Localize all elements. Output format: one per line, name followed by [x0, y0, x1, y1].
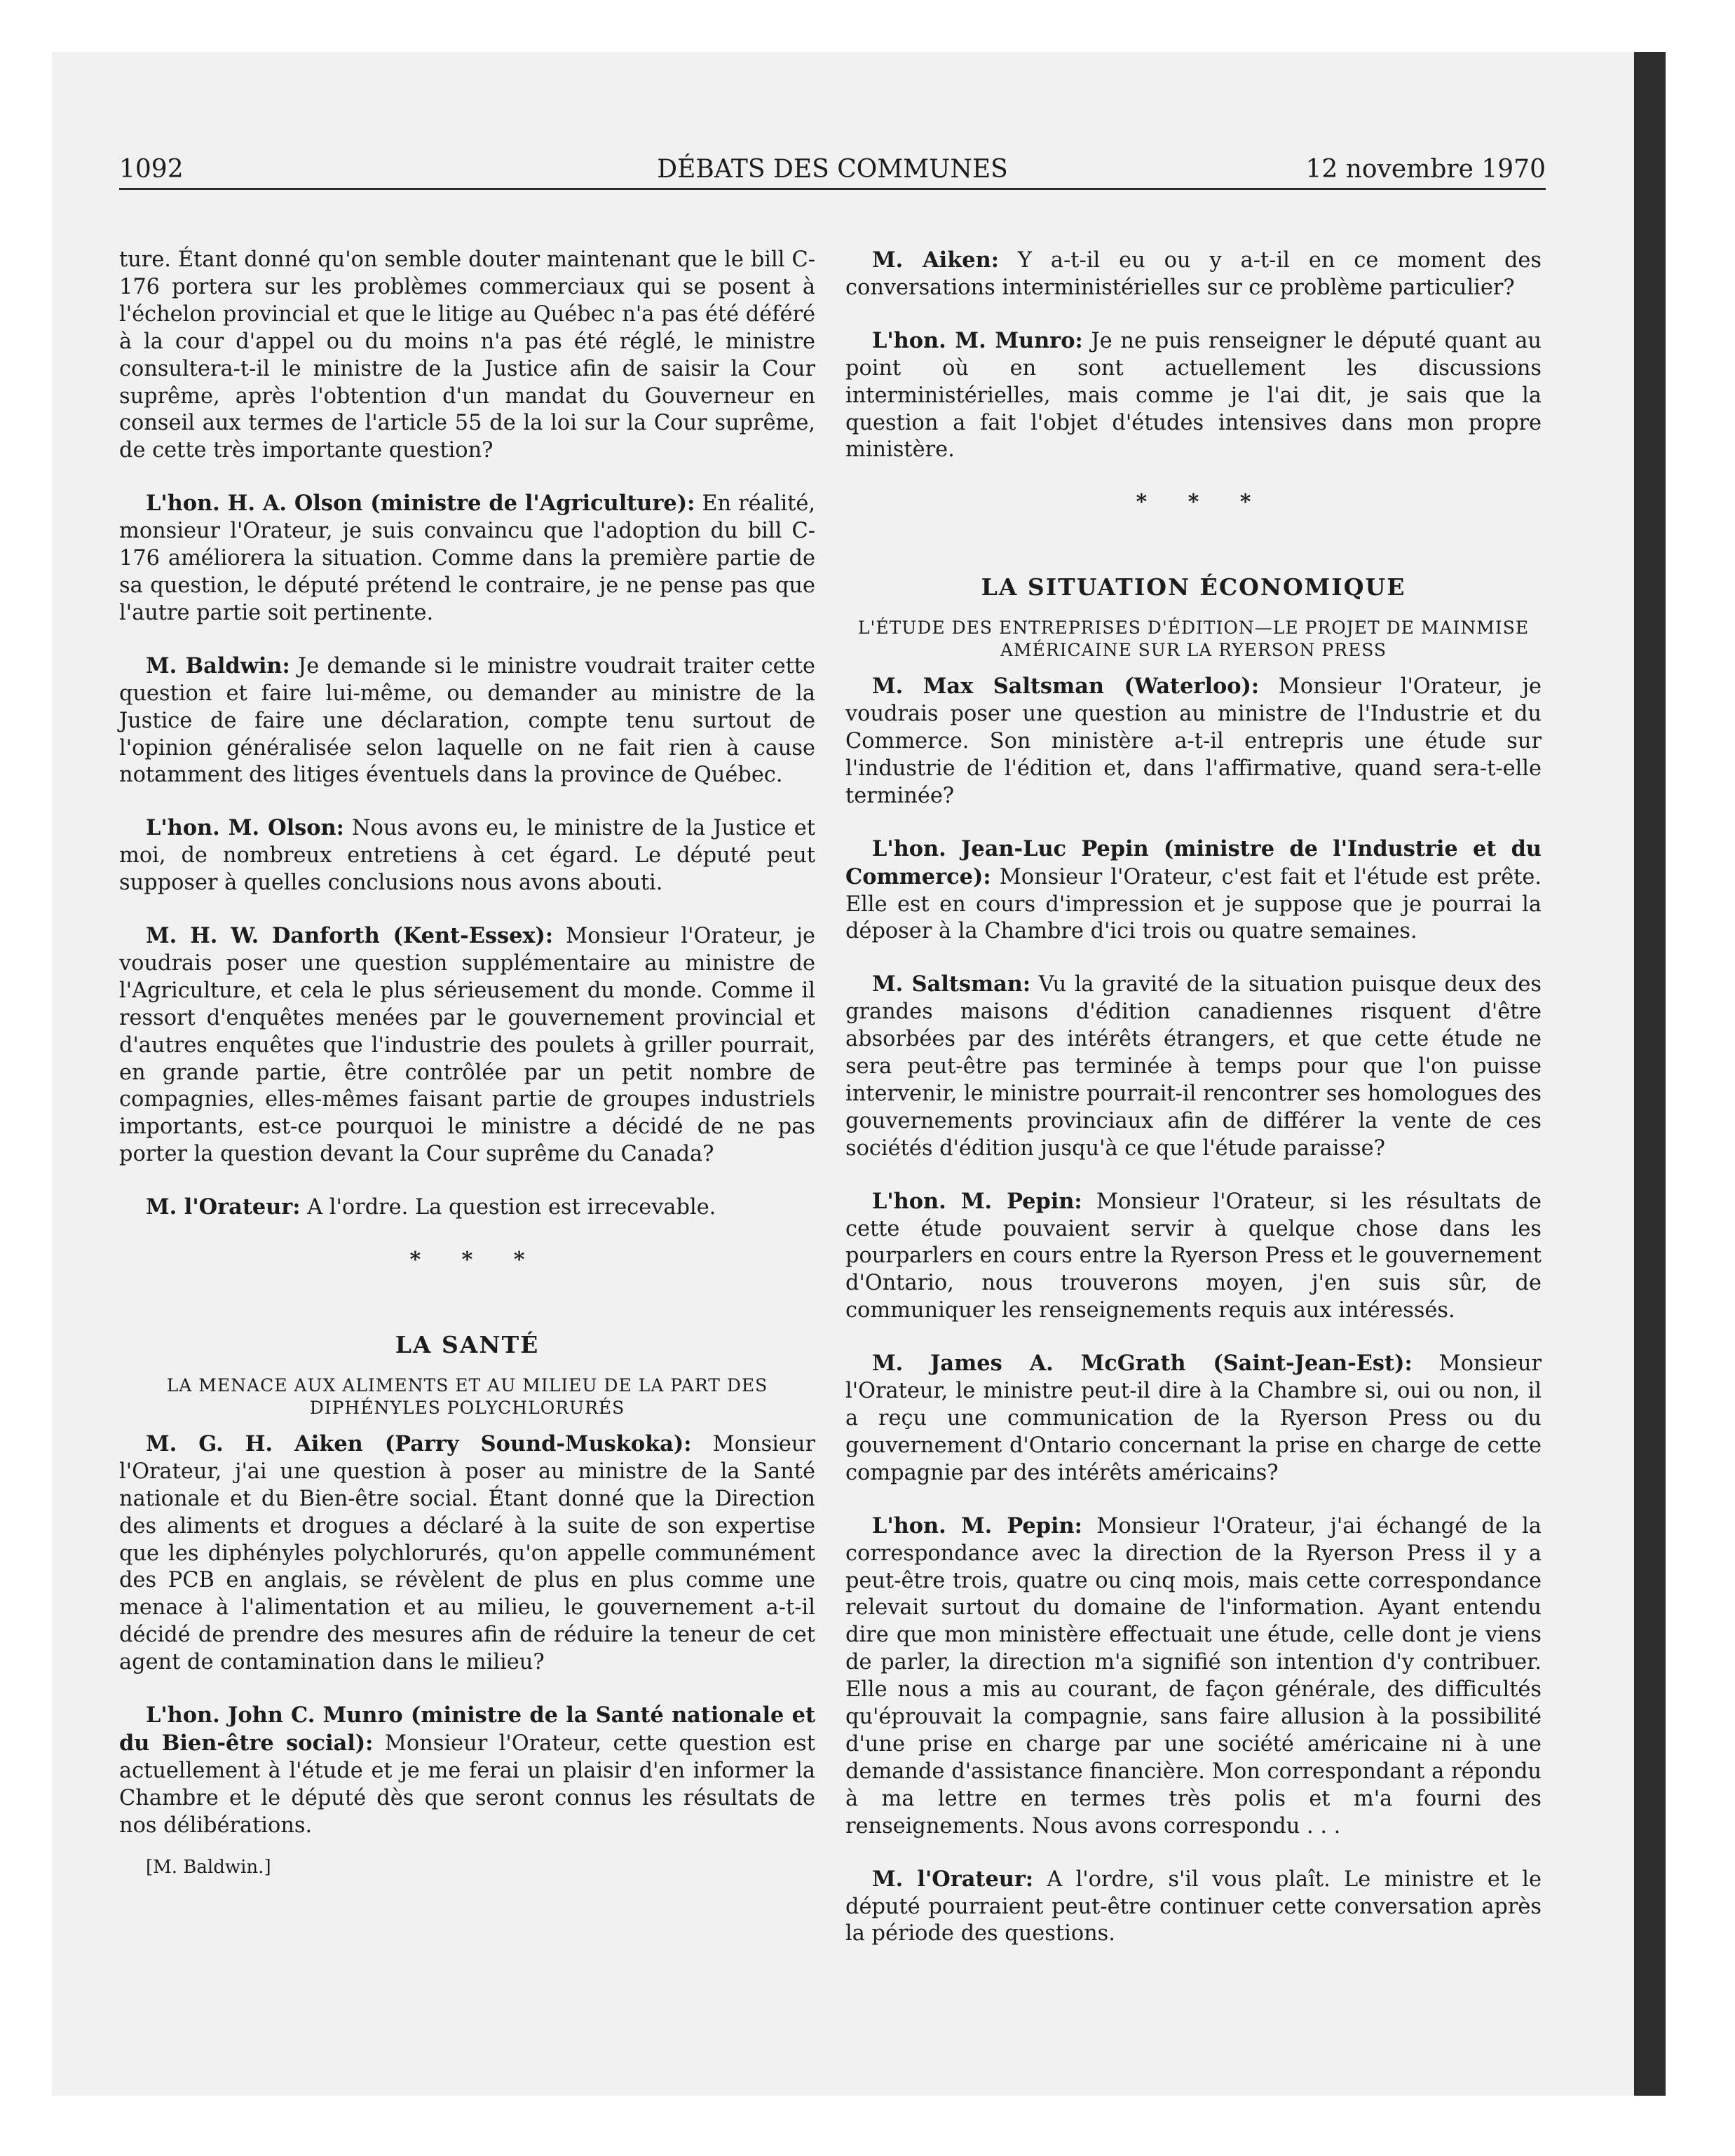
speaker: M. Saltsman:: [872, 971, 1031, 997]
paragraph: [845, 247, 1542, 302]
speaker: M. Max Saltsman (Waterloo):: [872, 674, 1260, 700]
section-heading: LA SANTÉ: [395, 1331, 540, 1358]
paragraph-text: Monsieur l'Orateur, j'ai une question à poser au ministre de la Santé nationale et du Bien-être social. Étant donné que la Direction des aliments et drogues a déclaré à la suite de son expertise que les diphényles polychlorurés, qu'on appelle communément des PCB en anglais, se révèlent de plus en plus comme une menace à l'alimentation et au milieu, le gouvernement a-t-il décidé de prendre des mesures afin de réduire la teneur de cet agent de contamination dans le milieu?: [119, 1431, 815, 1675]
paragraph-text: Nous avons eu, le ministre de la Justice et moi, de nombreux entretiens à cet égard. Le député peut supposer à quelles conclusions nous avons abouti.: [119, 816, 815, 896]
speaker: M. l'Orateur:: [872, 1866, 1034, 1892]
paragraph-text: Monsieur l'Orateur, cette question est actuellement à l'étude et je me ferai un plaisir d'en informer la Chambre et le député dès que seront connus les résultats de nos délibérations.: [119, 1731, 815, 1838]
speaker: L'hon. M. Munro:: [872, 327, 1083, 353]
speaker: M. H. W. Danforth (Kent-Essex):: [146, 923, 554, 949]
paragraph: [119, 247, 815, 465]
paragraph: [845, 1350, 1542, 1487]
section-subheading: L'ÉTUDE DES ENTREPRISES D'ÉDITION—LE PROJET DE MAINMISE AMÉRICAINE SUR LA RYERSON PRESS: [857, 618, 1530, 661]
paragraph-text: Monsieur l'Orateur, je voudrais poser une question au ministre de l'Industrie et du Commerce. Son ministère a-t-il entrepris une étude sur l'industrie de l'édition et, dans l'affirmative, quand sera-t-elle terminée?: [845, 674, 1542, 808]
publication-title: DÉBATS DES COMMUNES: [657, 155, 1008, 184]
paragraph: [845, 1513, 1542, 1841]
right-column: [845, 247, 1542, 1973]
speaker: M. Baldwin:: [146, 653, 290, 678]
section-heading: LA SITUATION ÉCONOMIQUE: [981, 573, 1406, 601]
left-column: [119, 247, 815, 1906]
section-separator: * * *: [409, 1248, 542, 1273]
paragraph-text: Monsieur l'Orateur, je voudrais poser une question supplémentaire au ministre de l'Agriculture, et cela le plus sérieusement du monde. Comme il ressort d'enquêtes menées par le gouvernement provincial et d'autres enquêtes que l'industrie des poulets à griller pourrait, en grande partie, être contrôlée par un petit nombre de compagnies, elles-mêmes faisant partie de groupes industriels importants, est-ce pourquoi le ministre a décidé de ne pas porter la question devant la Cour suprême du Canada?: [119, 924, 815, 1167]
paragraph: [845, 327, 1542, 465]
paragraph: [119, 490, 815, 627]
paragraph-text: A l'ordre. La question est irrecevable.: [300, 1195, 716, 1220]
paragraph: [119, 814, 815, 897]
footnote: [M. Baldwin.]: [146, 1856, 271, 1878]
paragraph-text: Monsieur l'Orateur, si les résultats de cette étude pouvaient servir à quelque chose dans les pourparlers en cours entre la Ryerson Press et le gouvernement d'Ontario, nous trouverons moyen, j'en suis sûr, de communiquer les renseignements requis aux intéressés.: [845, 1189, 1542, 1323]
paragraph-text: En réalité, monsieur l'Orateur, je suis convaincu que l'adoption du bill C-176 améliorera la situation. Comme dans la première partie de sa question, le député prétend le contraire, je ne pense pas que l'autre partie soit pertinente.: [119, 491, 815, 625]
scan-edge-bar: [1634, 52, 1666, 2096]
paragraph: [845, 1188, 1542, 1325]
page-header: [119, 151, 1546, 190]
paragraph-text: Y a-t-il eu ou y a-t-il en ce moment des conversations interministérielles sur ce problème particulier?: [845, 248, 1542, 300]
paragraph: [119, 1431, 815, 1677]
speaker: L'hon. M. Olson:: [146, 815, 344, 841]
paragraph-text: Monsieur l'Orateur, le ministre peut-il dire à la Chambre si, oui ou non, il a reçu une communication de la Ryerson Press ou du gouvernement d'Ontario concernant la prise en charge de cette compagnie par des intérêts américains?: [845, 1351, 1542, 1485]
paragraph-text: Je ne puis renseigner le député quant au point où en sont actuellement les discussions interministérielles, mais comme je l'ai dit, je sais que la question a fait l'objet d'études intensives dans mon propre ministère.: [845, 328, 1542, 463]
paragraph: [845, 1866, 1542, 1949]
speaker: L'hon. John C. Munro (ministre de la Santé nationale et du Bien-être social):: [119, 1703, 815, 1756]
paragraph: [845, 971, 1542, 1162]
paragraph: [845, 673, 1542, 810]
page-date: 12 novembre 1970: [1305, 155, 1546, 184]
speaker: L'hon. M. Pepin:: [872, 1188, 1082, 1214]
paragraph: [845, 835, 1542, 946]
paragraph-text: Je demande si le ministre voudrait traiter cette question et faire lui-même, ou demander au ministre de la Justice de faire une déclaration, compte tenu surtout de l'opinion généralisée selon laquelle on ne fait rien à cause notamment des litiges éventuels dans la province de Québec.: [119, 653, 815, 788]
paragraph-text: Vu la gravité de la situation puisque deux des grandes maisons d'édition canadiennes risquent d'être absorbées par des intérêts étrangers, et que cette étude ne sera peut-être pas terminée à temps pour que l'on puisse intervenir, le ministre pourrait-il rencontrer ses homologues des gouvernements provinciaux afin de différer la vente de ces sociétés d'édition jusqu'à ce que l'étude paraisse?: [845, 972, 1542, 1161]
paragraph: [119, 1702, 815, 1840]
speaker: L'hon. M. Pepin:: [872, 1513, 1082, 1538]
section-subheading: LA MENACE AUX ALIMENTS ET AU MILIEU DE LA PART DES DIPHÉNYLES POLYCHLORURÉS: [166, 1374, 768, 1418]
paragraph: [119, 653, 815, 790]
paragraph-text: ture. Étant donné qu'on semble douter maintenant que le bill C-176 portera sur les problèmes commerciaux qui se posent à l'échelon provincial et que le litige au Québec n'a pas été déféré à la cour d'appel ou du moins n'a pas été réglé, le ministre consultera-t-il le ministre de la Justice afin de saisir la Cour suprême, après l'obtention d'un mandat du Gouverneur en conseil aux termes de l'article 55 de la loi sur la Cour suprême, de cette très importante question?: [119, 247, 815, 463]
page-number: 1092: [119, 155, 184, 184]
speaker: L'hon. Jean-Luc Pepin (ministre de l'Industrie et du Commerce):: [845, 835, 1542, 889]
paragraph: [119, 922, 815, 1168]
paragraph-text: Monsieur l'Orateur, j'ai échangé de la correspondance avec la direction de la Ryerson Press il y a peut-être trois, quatre ou cinq mois, mais cette correspondance relevait surtout du domaine de l'information. Ayant entendu dire que mon ministère effectuait une étude, celle dont je viens de parler, la direction m'a signifié son intention d'y contribuer. Elle nous a mis au courant, de façon générale, des difficultés qu'éprouvait la compagnie, sans faire allusion à la possibilité d'une prise en charge par une société américaine ni à une demande d'assistance financière. Mon correspondant a répondu à ma lettre en termes très polis et m'a fourni des renseignements. Nous avons correspondu . . .: [845, 1513, 1542, 1838]
speaker: M. G. H. Aiken (Parry Sound-Muskoka):: [146, 1431, 692, 1456]
speaker: M. Aiken:: [872, 247, 999, 273]
speaker: M. l'Orateur:: [146, 1194, 301, 1220]
paragraph-text: A l'ordre, s'il vous plaît. Le ministre et le député pourraient peut-être continuer cette conversation après la période des questions.: [845, 1867, 1542, 1946]
speaker: M. James A. McGrath (Saint-Jean-Est):: [872, 1351, 1413, 1377]
paragraph-text: Monsieur l'Orateur, c'est fait et l'étude est prête. Elle est en cours d'impression et je suppose que je pourrai la déposer à la Chambre d'ici trois ou quatre semaines.: [845, 864, 1542, 944]
section-separator: * * *: [1136, 490, 1268, 515]
paragraph: [119, 1194, 815, 1222]
speaker: L'hon. H. A. Olson (ministre de l'Agriculture):: [146, 491, 695, 517]
